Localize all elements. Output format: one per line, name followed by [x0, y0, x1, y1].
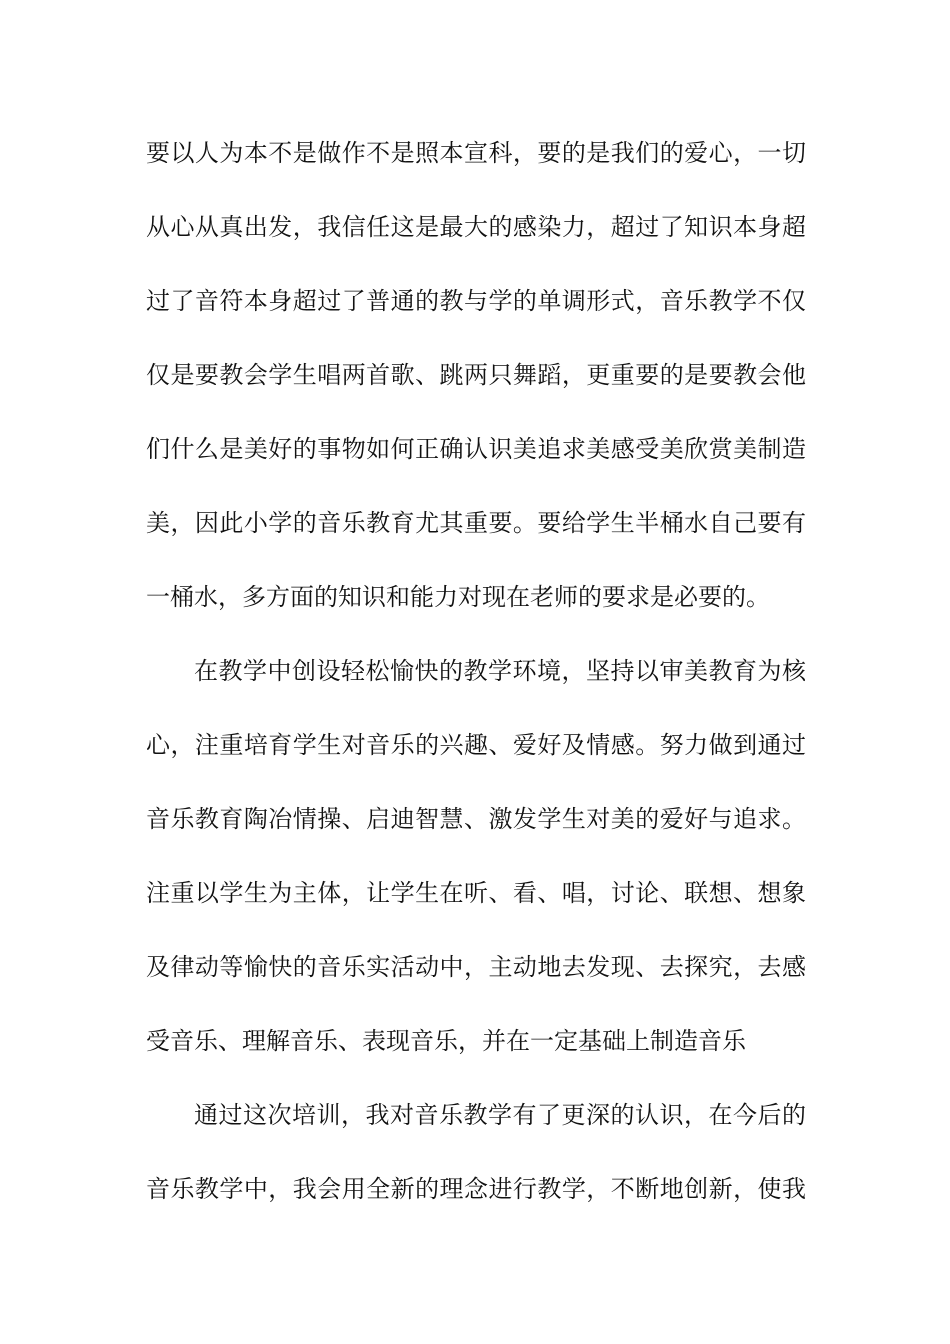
text-line: 过了音符本身超过了普通的教与学的单调形式，音乐教学不仅	[146, 287, 806, 315]
text-line: 要以人为本不是做作不是照本宣科，要的是我们的爱心，一切	[146, 139, 806, 167]
text-line: 通过这次培训，我对音乐教学有了更深的认识，在今后的	[194, 1101, 806, 1129]
text-line: 心，注重培育学生对音乐的兴趣、爱好及情感。努力做到通过	[146, 731, 806, 759]
text-line: 及律动等愉快的音乐实活动中，主动地去发现、去探究，去感	[146, 953, 806, 981]
text-line: 从心从真出发，我信任这是最大的感染力，超过了知识本身超	[146, 213, 806, 241]
paragraph-1	[146, 132, 806, 650]
paragraph-3	[146, 1094, 806, 1242]
text-line: 仅是要教会学生唱两首歌、跳两只舞蹈，更重要的是要教会他	[146, 361, 806, 389]
text-line: 音乐教育陶冶情操、启迪智慧、激发学生对美的爱好与追求。	[146, 805, 806, 833]
text-line: 音乐教学中，我会用全新的理念进行教学，不断地创新，使我	[146, 1175, 806, 1203]
text-line: 在教学中创设轻松愉快的教学环境，坚持以审美教育为核	[194, 657, 806, 685]
text-line: 们什么是美好的事物如何正确认识美追求美感受美欣赏美制造	[146, 435, 806, 463]
paragraph-2	[146, 650, 806, 1094]
body-text	[146, 132, 806, 1242]
text-line: 一桶水，多方面的知识和能力对现在老师的要求是必要的。	[146, 583, 770, 611]
text-line: 注重以学生为主体，让学生在听、看、唱，讨论、联想、想象	[146, 879, 806, 907]
text-line: 美，因此小学的音乐教育尤其重要。要给学生半桶水自己要有	[146, 509, 806, 537]
text-line: 受音乐、理解音乐、表现音乐，并在一定基础上制造音乐	[146, 1027, 746, 1055]
